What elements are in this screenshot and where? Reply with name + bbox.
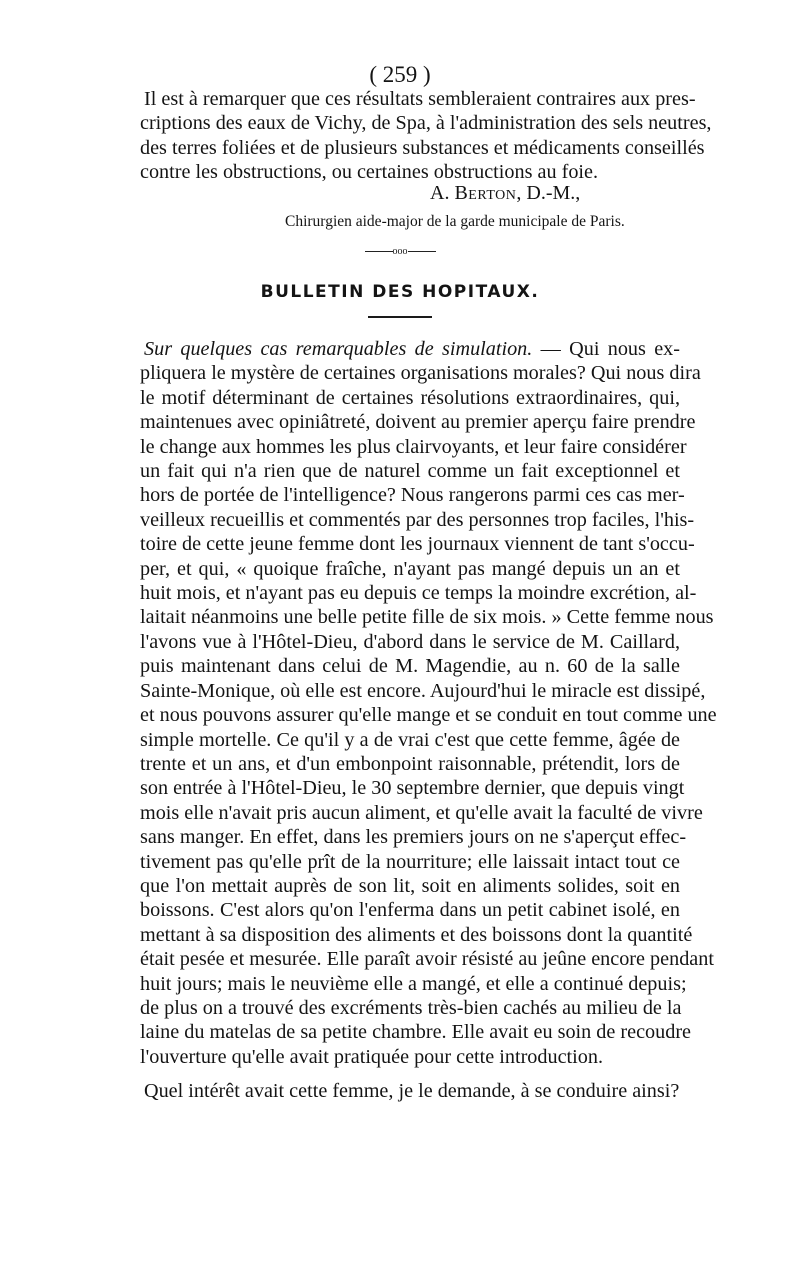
first-paragraph	[140, 87, 712, 185]
text-line: laitait néanmoins une belle petite fille de six mois. » Cette femme nous	[140, 606, 714, 629]
author-name: Berton	[454, 182, 517, 204]
text-line: un fait qui n'a rien que de naturel comme un fait exceptionnel et	[140, 460, 680, 483]
text-line: l'avons vue à l'Hôtel-Dieu, d'abord dans le service de M. Caillard,	[140, 630, 680, 653]
author-suffix: , D.-M.,	[516, 182, 581, 204]
text-line: criptions des eaux de Vichy, de Spa, à l'administration des sels neutres,	[140, 112, 712, 135]
text-line: le motif déterminant de certaines résolutions extraordinaires, qui,	[140, 386, 680, 409]
text-line: Il est à remarquer que ces résultats sembleraient contraires aux pres-	[144, 88, 696, 110]
article-paragraph	[140, 337, 717, 1069]
text-line: et nous pouvons assurer qu'elle mange et se conduit en tout comme une	[140, 704, 717, 727]
text-line: pliquera le mystère de certaines organisations morales? Qui nous dira	[140, 362, 701, 385]
closing-line: Quel intérêt avait cette femme, je le demande, à se conduire ainsi?	[144, 1080, 680, 1102]
text-line: que l'on mettait auprès de son lit, soit en aliments solides, soit en	[140, 874, 680, 897]
ornament-divider	[0, 246, 800, 257]
text-line: l'ouverture qu'elle avait pratiquée pour cette introduction.	[140, 1045, 604, 1068]
signature-affiliation: Chirurgien aide-major de la garde municipale de Paris.	[285, 213, 625, 230]
text-line: boissons. C'est alors qu'on l'enferma dans un petit cabinet isolé, en	[140, 899, 680, 922]
text-line: maintenues avec opiniâtreté, doivent au premier aperçu faire prendre	[140, 411, 696, 434]
article-title: Sur quelques cas remarquables de simulation.	[144, 338, 533, 360]
text-line: contre les obstructions, ou certaines obstructions au foie.	[140, 161, 599, 184]
text-line: toire de cette jeune femme dont les journaux viennent de tant s'occu-	[140, 533, 695, 556]
text-line: était pesée et mesurée. Elle paraît avoir résisté au jeûne encore pendant	[140, 948, 714, 971]
text-line: son entrée à l'Hôtel-Dieu, le 30 septembre dernier, que depuis vingt	[140, 777, 685, 800]
text-line: le change aux hommes les plus clairvoyants, et leur faire considérer	[140, 435, 687, 458]
text-line: per, et qui, « quoique fraîche, n'ayant pas mangé depuis un an et	[140, 557, 680, 580]
page-number: ( 259 )	[369, 62, 431, 87]
text-line: mois elle n'avait pris aucun aliment, et qu'elle avait la faculté de vivre	[140, 801, 703, 824]
text-line: laine du matelas de sa petite chambre. Elle avait eu soin de recoudre	[140, 1021, 691, 1044]
text-line: huit jours; mais le neuvième elle a mangé, et elle a continué depuis;	[140, 972, 687, 995]
text-line: simple mortelle. Ce qu'il y a de vrai c'est que cette femme, âgée de	[140, 728, 680, 751]
heading-rule	[368, 316, 432, 318]
text-line: veilleux recueillis et commentés par des personnes trop faciles, l'his-	[140, 508, 695, 531]
article-first-line: Sur quelques cas remarquables de simulation. — Qui nous ex-	[144, 338, 680, 360]
text-line: hors de portée de l'intelligence? Nous rangerons parmi ces cas mer-	[140, 484, 685, 507]
text-line: mettant à sa disposition des aliments et des boissons dont la quantité	[140, 923, 693, 946]
text-line: Sainte-Monique, où elle est encore. Aujourd'hui le miracle est dissipé,	[140, 679, 706, 702]
signature-author	[430, 182, 580, 205]
text-line: sans manger. En effet, dans les premiers jours on ne s'aperçut effec-	[140, 826, 687, 849]
text-line: de plus on a trouvé des excréments très-bien cachés au milieu de la	[140, 996, 682, 1019]
text-line: tivement pas qu'elle prît de la nourriture; elle laissait intact tout ce	[140, 850, 680, 873]
author-initial: A.	[430, 182, 455, 204]
text-line: trente et un ans, et d'un embonpoint raisonnable, prétendit, lors de	[140, 752, 680, 775]
section-title: BULLETIN DES HOPITAUX.	[260, 282, 540, 302]
text-line: des terres foliées et de plusieurs substances et médicaments conseillés	[140, 136, 705, 159]
ornament-glyphs: ooo	[392, 246, 408, 257]
text-line: puis maintenant dans celui de M. Magendie, au n. 60 de la salle	[140, 655, 680, 678]
text-line: huit mois, et n'ayant pas eu depuis ce temps la moindre excrétion, al-	[140, 582, 697, 605]
